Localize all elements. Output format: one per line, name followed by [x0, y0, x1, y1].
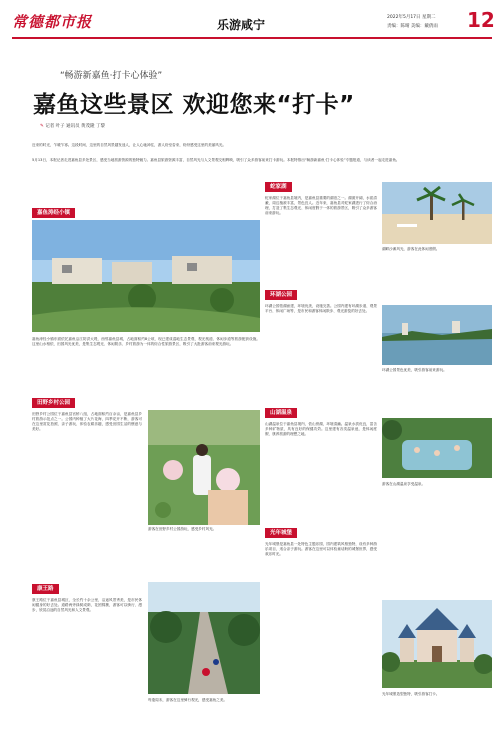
headline-kicker: “畅游新嘉鱼·打卡心体验” [60, 71, 163, 81]
photo-shanhu-hotspring [382, 418, 492, 478]
page-number: 12 [467, 8, 495, 32]
text-tianye: 田野乡村公园位于嘉鱼县官桥八组，占地面积约百余亩，是嘉鱼县乡村旅游示范点之一。公园内种植了大片花海，四季花开不断，游客可在这里赏花拍照、亲子游玩、体验农耕乐趣，感受田园生活的惬意与美好。 [32, 412, 142, 432]
section-label-guangnian: 光年城堡 [265, 528, 297, 538]
photo-shejiahu-beach [382, 182, 492, 244]
caption-shejiahu: 湖畔沙滩风光，游客在此休闲度假。 [382, 247, 440, 251]
caption-shanhu: 游客在山湖温泉享受温泉。 [382, 482, 426, 486]
pencil-icon: ✎ [40, 124, 44, 129]
issue-date: 2022年5月17日 星期二 [387, 15, 436, 20]
photo-guangnian-castle [382, 600, 492, 688]
section-label-taojing: 嘉鱼涛经小镇 [32, 208, 75, 218]
text-kangwang-2: 每逢周末，游客在这里骑行观光，感受嘉鱼之美。 [148, 698, 228, 702]
intro-body: 5月13日，本报记者走进嘉鱼县多处景区，感受当地旅游资源的独特魅力。嘉鱼县旅游资源丰富，自然风光与人文景观交相辉映，吸引了众多游客前来打卡游玩。本报特推出“畅游新嘉鱼·打卡心体验”专题报道，与读者一起走进嘉鱼。 [32, 158, 400, 162]
photo-tianye-park [148, 410, 260, 525]
masthead-logo: 常德都市报 [12, 13, 93, 31]
text-taojing: 嘉鱼涛经小镇东面依托嘉鱼沿江防洪大堤，西邻嘉鱼县城，占地面积约8公顷，现已建成湿地生态景观、观光栈道、休闲步道等旅游配套设施。这里山水相依、田园风光优美，是集生态观光、休闲娱乐、乡村旅游为一体的综合性旅游景区，吸引了大批游客前来观光游玩。 [32, 337, 260, 347]
text-shejiahu: 蛇家湖位于嘉鱼县境内，是嘉鱼县重要的湖泊之一。湖面开阔，水质清澈，周边植被丰富，景色宜人。近年来，嘉鱼县对蛇家湖进行了综合治理，打造了集生态观光、休闲度假于一体的旅游景区，吸引了众多游客前来游玩。 [265, 196, 377, 216]
intro-lead: 近来的时光，乍暖乍寒。这段时间，这里的自然风景越发迷人，让人心驰神往，游人纷至沓来，纷纷感受这里的美丽风光。 [32, 143, 227, 147]
masthead-rule [12, 37, 492, 39]
photo-kangwang-road [148, 582, 260, 694]
section-label-kangwang: 康王路 [32, 584, 59, 594]
section-label-tianye: 田野乡村公园 [32, 398, 75, 408]
section-label-shanhu: 山湖温泉 [265, 408, 297, 418]
text-guangnian: 光年城堡是嘉鱼县一处特色主题乐园，园内建筑风格独特，设有多种游乐项目，适合亲子游玩。游客在这里可以体验童话般的城堡世界，感受欢乐时光。 [265, 542, 377, 557]
section-label-shejiahu: 蛇家湖 [265, 182, 292, 192]
editors: 责编：陈晴 美编：戴倩雨 [387, 24, 438, 29]
headline-title: 嘉鱼这些景区 欢迎您来“打卡” [33, 92, 355, 118]
caption-huanhu: 环湖公园景色优美，吸引游客前来游玩。 [382, 368, 447, 372]
masthead [12, 8, 495, 44]
photo-huanhu-park [382, 305, 492, 365]
text-shanhu: 山湖温泉位于嘉鱼县境内，依山傍湖，环境清幽。温泉水质优良，富含多种矿物质，具有良好的保健功效。这里建有各类温泉池，是休闲度假、康养旅游的理想之地。 [265, 422, 377, 437]
section-label-huanhu: 环湖公园 [265, 290, 297, 300]
caption-tianye: 游客在田野乡村公园游玩，感受乡村风光。 [148, 527, 217, 531]
photo-taojing-town [32, 220, 260, 332]
section-title: 乐游咸宁 [217, 18, 266, 32]
text-kangwang: 康王路位于嘉鱼县城区，全长约十余公里，沿途风景秀美，是市民休闲健身的好去处。道路两旁绿树成荫，花团锦簇，游客可以骑行、漫步，欣赏沿途的自然风光和人文景观。 [32, 598, 142, 613]
byline [40, 123, 105, 129]
text-huanhu: 环湖公园依湖而建，环境优美，设施完善。公园内建有环湖步道、观景平台、休闲广场等，是市民和游客休闲散步、观光游览的好去处。 [265, 304, 377, 314]
byline-text: 记者 叶子 通讯员 黄茂隆 丁黎 [45, 124, 105, 129]
caption-guangnian: 光年城堡造型独特，吸引游客打卡。 [382, 692, 440, 696]
